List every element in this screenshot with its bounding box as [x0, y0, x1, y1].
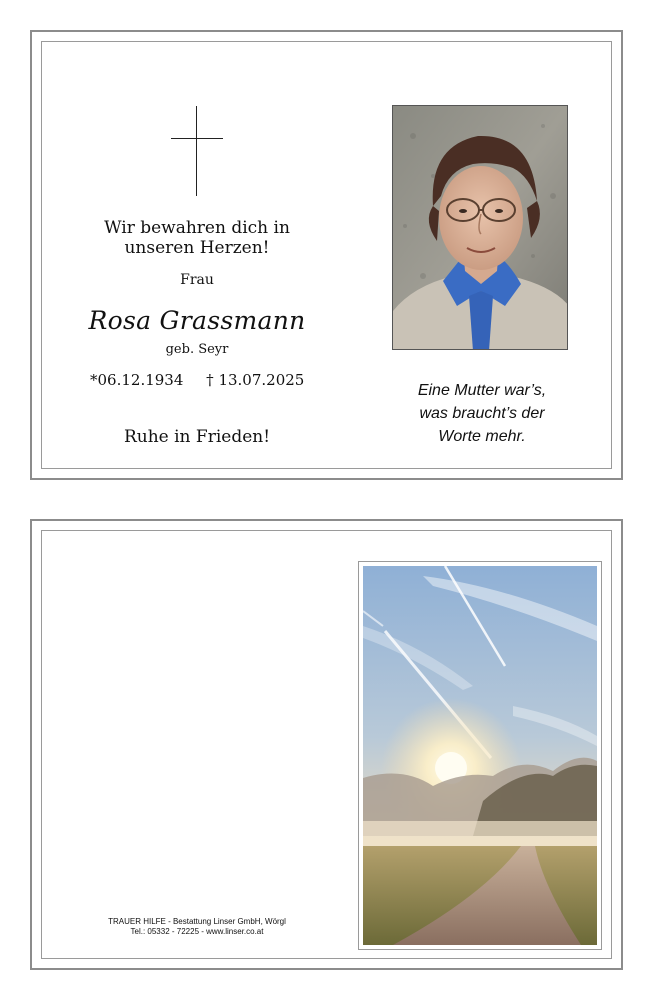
motto-line-1: Wir bewahren dich in	[104, 218, 290, 238]
death-date: † 13.07.2025	[206, 371, 305, 389]
motto-line-2: unseren Herzen!	[124, 238, 270, 258]
quote-text	[382, 379, 582, 448]
back-inner-border	[41, 530, 612, 959]
life-dates	[90, 371, 304, 389]
deceased-name: Rosa Grassmann	[88, 306, 306, 335]
landscape-photo	[363, 566, 597, 945]
landscape-photo-frame	[358, 561, 602, 950]
quote-line-1: Eine Mutter war’s,	[417, 382, 547, 399]
footer-line-1: TRAUER HILFE - Bestattung Linser GmbH, Wörgl	[108, 917, 286, 926]
footer-line-2: Tel.: 05332 - 72225 - www.linser.co.at	[130, 927, 264, 936]
motto-text	[82, 218, 312, 258]
birth-date: *06.12.1934	[90, 371, 184, 389]
salutation: Frau	[180, 272, 214, 288]
farewell-text: Ruhe in Frieden!	[123, 427, 271, 447]
funeral-home-footer	[82, 917, 312, 937]
memorial-card-back	[30, 519, 623, 970]
maiden-name: geb. Seyr	[165, 342, 229, 357]
cross-icon	[171, 106, 223, 196]
quote-line-2: was braucht’s der	[419, 405, 545, 422]
memorial-card-front	[30, 30, 623, 480]
front-inner-border	[41, 41, 612, 469]
quote-line-3: Worte mehr.	[438, 428, 526, 445]
portrait-photo	[392, 105, 568, 350]
